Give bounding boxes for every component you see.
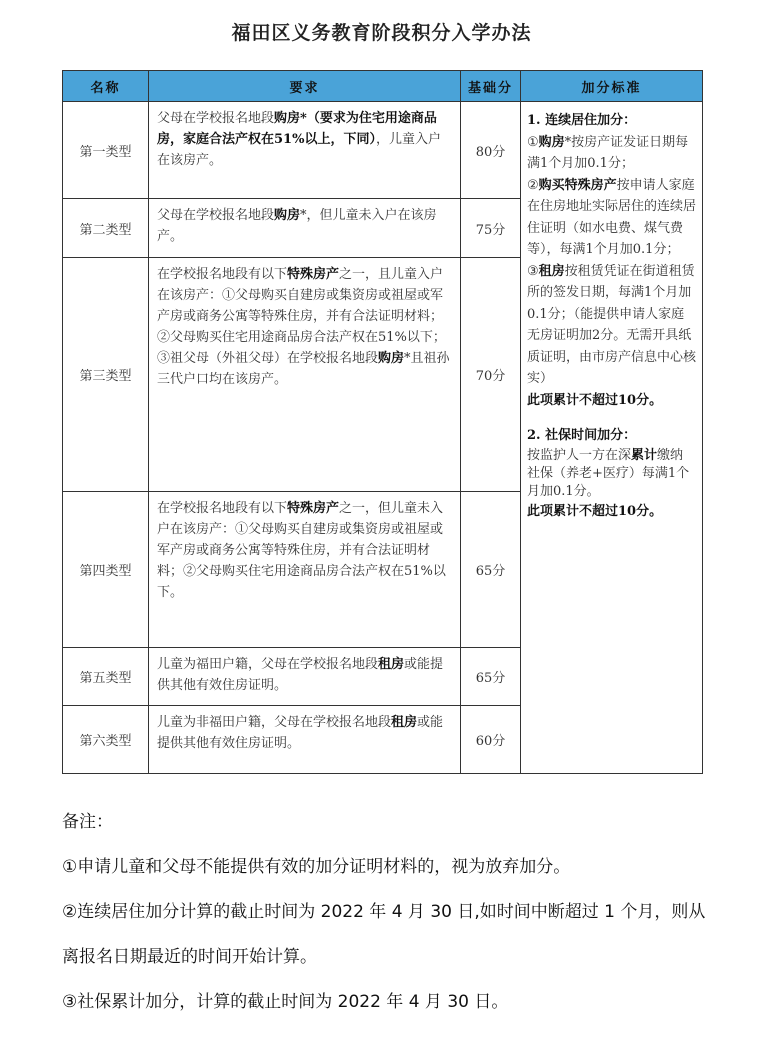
text-segment: ② xyxy=(527,177,539,193)
row-type-name: 第六类型 xyxy=(63,706,149,774)
text-segment: 按租赁凭证在街道租赁所的签发日期，每满1个月加0.1分；（能提供申请人家庭无房证明加2分。无需开具纸质证明，由市房产信息中心核实） xyxy=(527,263,697,386)
bold-text-segment: 购房 xyxy=(274,208,301,223)
bold-text-segment: 购房 xyxy=(378,351,405,366)
bold-text-segment: 购房 xyxy=(538,134,565,150)
residence-bonus-special xyxy=(527,175,696,261)
row-base-score: 80分 xyxy=(461,102,521,199)
row-type-name: 第五类型 xyxy=(63,648,149,706)
bold-text-segment: 特殊房产 xyxy=(287,267,340,282)
note-item: ①申请儿童和父母不能提供有效的加分证明材料的，视为放弃加分。 xyxy=(62,857,571,877)
row-requirement xyxy=(149,258,461,492)
bold-text-segment: 购买特殊房产 xyxy=(538,177,617,193)
text-segment: 或能提供其他有效住房证明。 xyxy=(157,657,444,693)
row-requirement xyxy=(149,199,461,258)
bold-text-segment: 特殊房产 xyxy=(287,501,340,516)
residence-bonus-title: 1. 连续居住加分： xyxy=(527,113,637,128)
header-base-score: 基础分 xyxy=(461,71,521,102)
social-security-bonus-cap: 此项累计不超过10分。 xyxy=(527,503,663,519)
row-type-name: 第四类型 xyxy=(63,492,149,648)
row-requirement xyxy=(149,648,461,706)
bold-text-segment: 租房 xyxy=(391,715,418,730)
text-segment: ① xyxy=(527,134,539,150)
table-header-row xyxy=(63,71,703,102)
social-security-bonus-title: 2. 社保时间加分： xyxy=(527,428,637,443)
residence-bonus-cap: 此项累计不超过10分。 xyxy=(527,392,663,408)
table-row xyxy=(63,102,703,199)
text-segment: 之一，但儿童未入户在该房产：①父母购买自建房或集资房或祖屋或军产房或商务公寓等特殊住房，并有合法证明材料；②父母购买住宅用途商品房合法产权在51%以下。 xyxy=(157,501,446,600)
text-segment: ，儿童入户在该房产。 xyxy=(157,132,441,168)
row-requirement xyxy=(149,102,461,199)
row-type-name: 第三类型 xyxy=(63,258,149,492)
residence-bonus-rent xyxy=(527,261,696,390)
points-table xyxy=(62,70,703,774)
bold-text-segment: 租房 xyxy=(378,657,405,672)
text-segment: 儿童为福田户籍，父母在学校报名地段 xyxy=(157,657,379,672)
text-segment: ③ xyxy=(527,263,539,279)
row-type-name: 第二类型 xyxy=(63,199,149,258)
text-segment: 在学校报名地段有以下 xyxy=(157,501,288,516)
notes-heading: 备注： xyxy=(62,812,113,832)
row-requirement xyxy=(149,706,461,774)
bonus-standard-cell xyxy=(521,102,703,774)
social-security-bonus-text xyxy=(527,447,696,501)
bold-text-segment: 租房 xyxy=(538,263,565,279)
row-base-score: 65分 xyxy=(461,648,521,706)
text-segment: *，但儿童未入户在该房产。 xyxy=(157,208,437,244)
bold-text-segment: 购房 xyxy=(274,111,301,126)
text-segment: 或能提供其他有效住房证明。 xyxy=(157,715,444,751)
header-requirement: 要求 xyxy=(149,71,461,102)
text-segment: 按申请人家庭在住房地址实际居住的连续居住证明（如水电费、煤气费等），每满1个月加0.1分； xyxy=(527,177,697,257)
text-segment: *且祖孙三代户口均在该房产。 xyxy=(157,351,450,387)
row-base-score: 65分 xyxy=(461,492,521,648)
residence-bonus-purchase xyxy=(527,132,696,175)
row-requirement xyxy=(149,492,461,648)
text-segment: 父母在学校报名地段 xyxy=(157,208,275,223)
header-bonus-standard: 加分标准 xyxy=(521,71,703,102)
text-segment: 儿童为非福田户籍，父母在学校报名地段 xyxy=(157,715,392,730)
text-segment: 按监护人一方在深 xyxy=(527,447,632,463)
page-title: 福田区义务教育阶段积分入学办法 xyxy=(231,22,532,44)
note-item: ③社保累计加分，计算的截止时间为 2022 年 4 月 30 日。 xyxy=(62,992,509,1012)
row-type-name: 第一类型 xyxy=(63,102,149,199)
row-base-score: 70分 xyxy=(461,258,521,492)
note-item: ②连续居住加分计算的截止时间为 2022 年 4 月 30 日,如时间中断超过 1 个月，则从离报名日期最近的时间开始计算。 xyxy=(62,902,706,967)
bold-text-segment: *（要求为住宅用途商品房，家庭合法产权在51%以上，下同） xyxy=(157,111,437,147)
notes-section xyxy=(62,800,722,1025)
text-segment: *按房产证发证日期每满1个月加0.1分； xyxy=(527,134,689,171)
text-segment: 在学校报名地段有以下 xyxy=(157,267,288,282)
bold-text-segment: 累计 xyxy=(631,447,658,463)
text-segment: 缴纳社保（养老+医疗）每满1个月加0.1分。 xyxy=(527,447,690,499)
row-base-score: 60分 xyxy=(461,706,521,774)
text-segment: 之一，且儿童入户在该房产：①父母购买自建房或集资房或祖屋或军产房或商务公寓等特殊住房，并有合法证明材料；②父母购买住宅用途商品房合法产权在51%以下；③祖父母（外祖父母）在学校报名地段 xyxy=(157,267,446,366)
header-name: 名称 xyxy=(63,71,149,102)
text-segment: 父母在学校报名地段 xyxy=(157,111,275,126)
row-base-score: 75分 xyxy=(461,199,521,258)
